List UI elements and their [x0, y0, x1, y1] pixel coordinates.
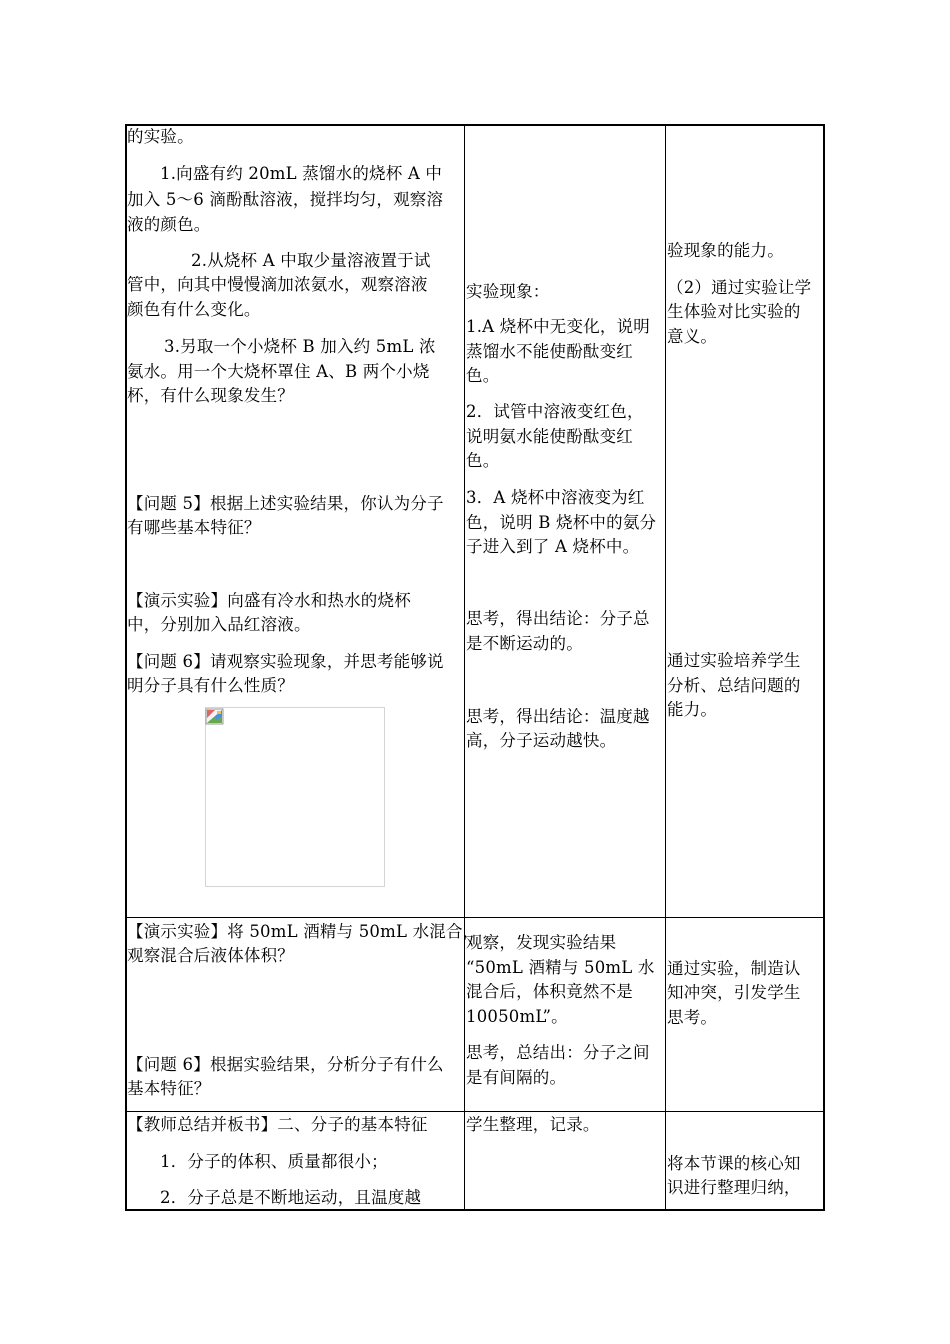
row-divider-1: [125, 917, 825, 918]
cell-text: 中，分别加入品红溶液。: [127, 615, 311, 634]
cell-text: 识进行整理归纳，: [667, 1178, 801, 1197]
cell-text: 基本特征？: [127, 1079, 211, 1098]
cell-text: 思考，总结出：分子之间: [466, 1043, 650, 1062]
cell-text: “50mL 酒精与 50mL 水: [466, 958, 655, 977]
cell-text: 1．分子的体积、质量都很小；: [160, 1152, 388, 1171]
cell-text: 【演示实验】将 50mL 酒精与 50mL 水混合，: [127, 922, 480, 941]
cell-text: 混合后，体积竟然不是: [466, 982, 633, 1001]
cell-text: 通过实验培养学生: [667, 651, 801, 670]
cell-text: 实验现象：: [466, 282, 550, 301]
cell-text: 【演示实验】向盛有冷水和热水的烧杯: [127, 591, 411, 610]
cell-text: 2．试管中溶液变红色，: [466, 402, 644, 421]
cell-text: 色。: [466, 366, 500, 385]
cell-text: 3.另取一个小烧杯 B 加入约 5mL 浓: [164, 337, 436, 356]
column-divider-2: [665, 124, 666, 1211]
cell-text: 思考。: [667, 1008, 718, 1027]
cell-text: 1.A 烧杯中无变化，说明: [466, 317, 651, 336]
cell-text: 能力。: [667, 700, 718, 719]
cell-text: 说明氨水能使酚酞变红: [466, 427, 633, 446]
cell-text: 颜色有什么变化。: [127, 300, 261, 319]
cell-text: 是不断运动的。: [466, 634, 583, 653]
cell-text: 【问题 5】根据上述实验结果，你认为分子: [127, 494, 444, 513]
cell-text: 意义。: [667, 327, 718, 346]
cell-text: 杯，有什么现象发生？: [127, 386, 294, 405]
cell-text: 的实验。: [127, 127, 194, 146]
cell-text: 2.从烧杯 A 中取少量溶液置于试: [191, 251, 431, 270]
cell-text: 将本节课的核心知: [667, 1154, 801, 1173]
cell-text: 2．分子总是不断地运动，且温度越: [160, 1188, 422, 1207]
cell-text: （2）通过实验让学: [667, 278, 812, 297]
cell-text: 10050mL”。: [466, 1007, 568, 1026]
cell-text: 生体验对比实验的: [667, 302, 801, 321]
cell-text: 液的颜色。: [127, 215, 211, 234]
cell-text: 【教师总结并板书】二、分子的基本特征: [127, 1115, 428, 1134]
cell-text: 有哪些基本特征？: [127, 518, 261, 537]
cell-text: 色。: [466, 451, 500, 470]
cell-text: 加入 5～6 滴酚酞溶液，搅拌均匀，观察溶: [127, 190, 444, 209]
broken-image-icon: [205, 708, 225, 726]
cell-text: 【问题 6】请观察实验现象，并思考能够说: [127, 652, 444, 671]
cell-text: 思考，得出结论：温度越: [466, 707, 650, 726]
cell-text: 观察混合后液体体积？: [127, 946, 294, 965]
image-placeholder: [205, 707, 385, 887]
cell-text: 明分子具有什么性质？: [127, 676, 294, 695]
row-divider-2: [125, 1111, 825, 1112]
column-divider-1: [464, 124, 465, 1211]
cell-text: 分析、总结问题的: [667, 676, 801, 695]
cell-text: 思考，得出结论：分子总: [466, 609, 650, 628]
cell-text: 是有间隔的。: [466, 1068, 567, 1087]
cell-text: 色，说明 B 烧杯中的氨分: [466, 513, 657, 532]
cell-text: 验现象的能力。: [667, 241, 784, 260]
cell-text: 1.向盛有约 20mL 蒸馏水的烧杯 A 中: [160, 164, 443, 183]
cell-text: 3．A 烧杯中溶液变为红: [466, 488, 645, 507]
cell-text: 子进入到了 A 烧杯中。: [466, 537, 640, 556]
cell-text: 学生整理，记录。: [466, 1115, 600, 1134]
cell-text: 知冲突，引发学生: [667, 983, 801, 1002]
cell-text: 蒸馏水不能使酚酞变红: [466, 342, 633, 361]
cell-text: 观察，发现实验结果: [466, 933, 617, 952]
cell-text: 【问题 6】根据实验结果，分析分子有什么: [127, 1055, 444, 1074]
cell-text: 管中，向其中慢慢滴加浓氨水，观察溶液: [127, 275, 428, 294]
cell-text: 通过实验，制造认: [667, 959, 801, 978]
cell-text: 氨水。用一个大烧杯罩住 A、B 两个小烧: [127, 362, 430, 381]
cell-text: 高，分子运动越快。: [466, 731, 617, 750]
